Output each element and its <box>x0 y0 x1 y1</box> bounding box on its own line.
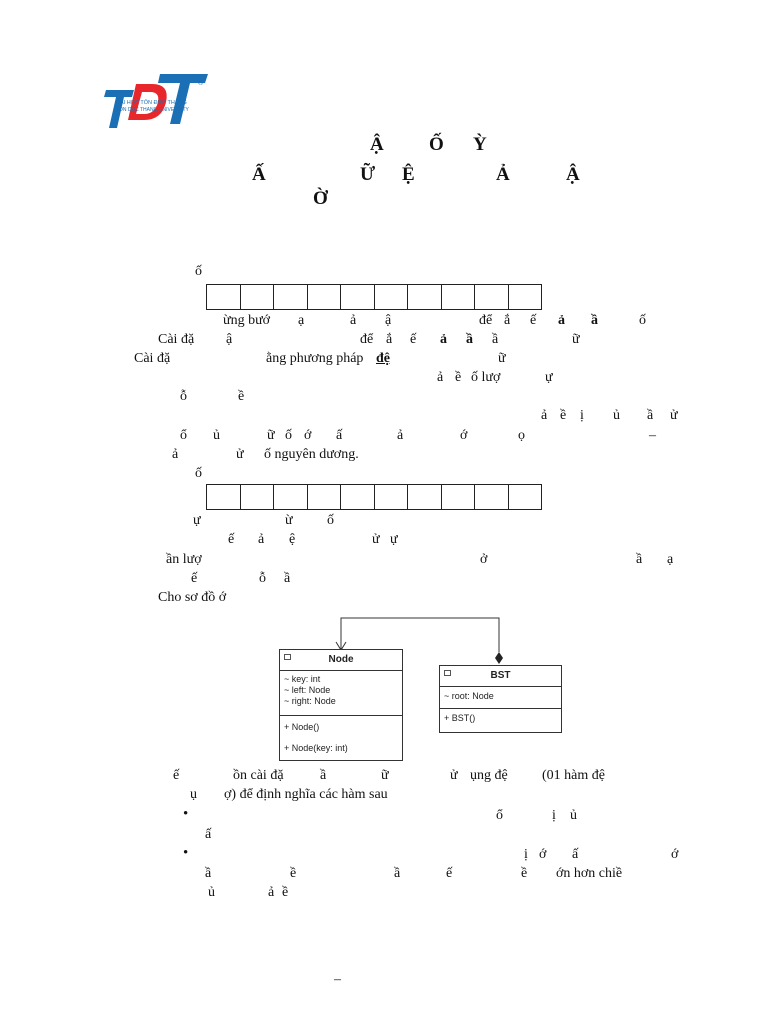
text-fragment: ắ <box>504 313 511 328</box>
uml-class-name: Node <box>328 654 354 665</box>
text-fragment: ữ <box>572 332 580 347</box>
text-fragment: ạ <box>298 313 305 328</box>
text-fragment: ề <box>455 370 462 385</box>
text-fragment: ầ <box>466 332 473 347</box>
text-fragment: Cài đặ <box>158 332 195 347</box>
array-cell <box>374 284 409 310</box>
array-cell <box>474 284 509 310</box>
text-fragment: ạ <box>667 552 674 567</box>
title-fragment: Ữ <box>360 164 376 185</box>
text-fragment: ở <box>480 552 488 567</box>
text-fragment: ồn cài đặ <box>233 768 284 783</box>
title-fragment: Ệ <box>402 164 415 185</box>
array-cell <box>307 484 342 510</box>
text-fragment: ầ <box>591 313 598 328</box>
bullet-point: • <box>183 845 189 861</box>
text-fragment: ầ <box>320 768 327 783</box>
text-fragment: ố <box>327 513 334 528</box>
uml-class-bst <box>439 665 562 733</box>
text-fragment: ầ <box>205 866 212 881</box>
text-fragment: Cài đặ <box>134 351 171 366</box>
text-fragment: ự <box>390 532 398 547</box>
array-cell <box>407 284 442 310</box>
text-fragment: ế <box>410 332 417 347</box>
text-fragment: ề <box>560 408 567 423</box>
uml-method: + Node() <box>284 722 320 732</box>
array-2 <box>206 484 541 510</box>
title-fragment: Ả <box>496 164 510 185</box>
text-fragment: ả <box>172 447 179 462</box>
text-fragment: ủ <box>570 808 577 823</box>
text-fragment: ả <box>440 332 447 347</box>
text-fragment: ả <box>268 885 275 900</box>
text-fragment: ề <box>238 389 245 404</box>
text-fragment: ử <box>450 768 458 783</box>
uml-methods <box>280 716 402 762</box>
text-fragment: ử <box>372 532 380 547</box>
array-cell <box>273 284 308 310</box>
text-fragment: ầ <box>647 408 654 423</box>
text-fragment: ề <box>290 866 297 881</box>
text-fragment: ắ <box>386 332 393 347</box>
text-fragment: ớ <box>460 428 468 443</box>
text-fragment: ụng đệ <box>470 768 508 783</box>
text-fragment: ỗ <box>180 389 187 404</box>
uml-method: + BST() <box>444 713 476 723</box>
text-fragment: (01 hàm đệ <box>542 768 605 783</box>
university-logo <box>92 52 204 116</box>
array-cell <box>407 484 442 510</box>
text-fragment: ủ <box>613 408 620 423</box>
text-fragment: ần lượ <box>166 552 202 567</box>
text-fragment: – <box>649 428 656 443</box>
uml-attribute: ~ left: Node <box>284 685 331 695</box>
uml-attributes <box>280 671 402 716</box>
text-fragment: ế <box>530 313 537 328</box>
text-fragment: để <box>360 332 374 347</box>
text-fragment: ừ <box>285 513 293 528</box>
text-fragment: ữ <box>381 768 389 783</box>
text-fragment: ố lượ <box>471 370 501 385</box>
text-fragment: ả <box>397 428 404 443</box>
title-fragment: Ậ <box>566 164 580 185</box>
array-cell <box>273 484 308 510</box>
text-fragment: ử <box>236 447 244 462</box>
text-fragment: ị <box>580 408 584 423</box>
title-fragment: Ậ <box>370 134 384 155</box>
uml-class-header <box>440 666 561 687</box>
title-fragment: Ấ <box>252 164 266 185</box>
uml-methods <box>440 709 561 727</box>
class-icon <box>444 670 451 676</box>
text-fragment: ợ) để định nghĩa các hàm sau <box>224 787 388 802</box>
text-fragment: ằng phương pháp <box>266 351 364 366</box>
text-fragment: ệ <box>289 532 296 547</box>
uml-attributes <box>440 687 561 709</box>
text-fragment: đệ <box>376 351 390 366</box>
text-fragment: ế <box>173 768 180 783</box>
text-fragment: ế <box>446 866 453 881</box>
text-fragment: ế <box>191 571 198 586</box>
array-cell <box>340 284 375 310</box>
uml-method: + Node(key: int) <box>284 743 348 753</box>
array-label: ố <box>195 264 202 279</box>
text-fragment: ự <box>193 513 201 528</box>
registered-mark: ® <box>198 80 204 87</box>
text-fragment: ậ <box>385 313 392 328</box>
text-fragment: ấ <box>336 428 343 443</box>
text-fragment: ố <box>285 428 292 443</box>
text-fragment: ủ <box>213 428 220 443</box>
text-fragment: ậ <box>226 332 233 347</box>
text-fragment: ỗ <box>259 571 266 586</box>
text-fragment: ấ <box>205 827 212 842</box>
text-fragment: ầ <box>394 866 401 881</box>
uml-attribute: ~ root: Node <box>444 691 494 701</box>
text-fragment: ả <box>541 408 548 423</box>
array-cell <box>206 284 241 310</box>
text-fragment: ọ <box>518 428 525 443</box>
text-fragment: ữ <box>498 351 506 366</box>
text-fragment: ề <box>521 866 528 881</box>
text-fragment: ớ <box>539 847 547 862</box>
uml-attribute: ~ key: int <box>284 674 321 684</box>
text-fragment: ị <box>524 847 528 862</box>
array-cell <box>307 284 342 310</box>
text-fragment: ế <box>228 532 235 547</box>
text-fragment: để <box>479 313 493 328</box>
logo-name-vi: ĐẠI HỌC TÔN ĐỨC THẮNG <box>116 100 187 106</box>
text-fragment: ả <box>258 532 265 547</box>
array-cell <box>508 484 543 510</box>
text-fragment: ố <box>639 313 646 328</box>
text-fragment: ố nguyên dương. <box>264 447 359 462</box>
uml-class-header <box>280 650 402 671</box>
text-fragment: ụ <box>190 787 197 802</box>
class-icon <box>284 654 291 660</box>
array-cell <box>441 484 476 510</box>
title-fragment: Ố <box>429 134 444 155</box>
text-fragment: ổ <box>180 428 187 443</box>
text-fragment: ử <box>670 408 678 423</box>
text-fragment: ề <box>282 885 289 900</box>
text-fragment: ả <box>558 313 565 328</box>
array-label: ố <box>195 466 202 481</box>
bullet-point: • <box>183 806 189 822</box>
text-fragment: ị <box>552 808 556 823</box>
array-cell <box>441 284 476 310</box>
text-fragment: ả <box>437 370 444 385</box>
array-cell <box>474 484 509 510</box>
uml-attribute: ~ right: Node <box>284 696 336 706</box>
text-fragment: ớ <box>304 428 312 443</box>
text-fragment: ầ <box>492 332 499 347</box>
text-fragment: ả <box>350 313 357 328</box>
text-fragment: ự <box>545 370 553 385</box>
array-cell <box>240 284 275 310</box>
text-fragment: ổ <box>496 808 503 823</box>
array-cell <box>340 484 375 510</box>
array-1 <box>206 284 541 310</box>
page-footer-dash: – <box>334 972 341 987</box>
array-cell <box>374 484 409 510</box>
text-fragment: ầ <box>636 552 643 567</box>
uml-class-name: BST <box>490 670 511 681</box>
text-fragment: ữ <box>267 428 275 443</box>
array-cell <box>206 484 241 510</box>
text-fragment: ấ <box>572 847 579 862</box>
text-fragment: ầ <box>284 571 291 586</box>
text-fragment: ủ <box>208 885 215 900</box>
text-fragment: ừng bướ <box>223 313 271 328</box>
text-fragment: ớn hơn chiề <box>556 866 623 881</box>
array-cell <box>508 284 543 310</box>
logo-name-en: TON DUC THANG UNIVERSITY <box>116 107 189 113</box>
title-fragment: Ờ <box>313 188 328 209</box>
array-cell <box>240 484 275 510</box>
text-fragment: Cho sơ đồ ớ <box>158 590 227 605</box>
text-fragment: ớ <box>671 847 679 862</box>
title-fragment: Ỳ <box>473 134 487 155</box>
uml-class-node <box>279 649 403 761</box>
